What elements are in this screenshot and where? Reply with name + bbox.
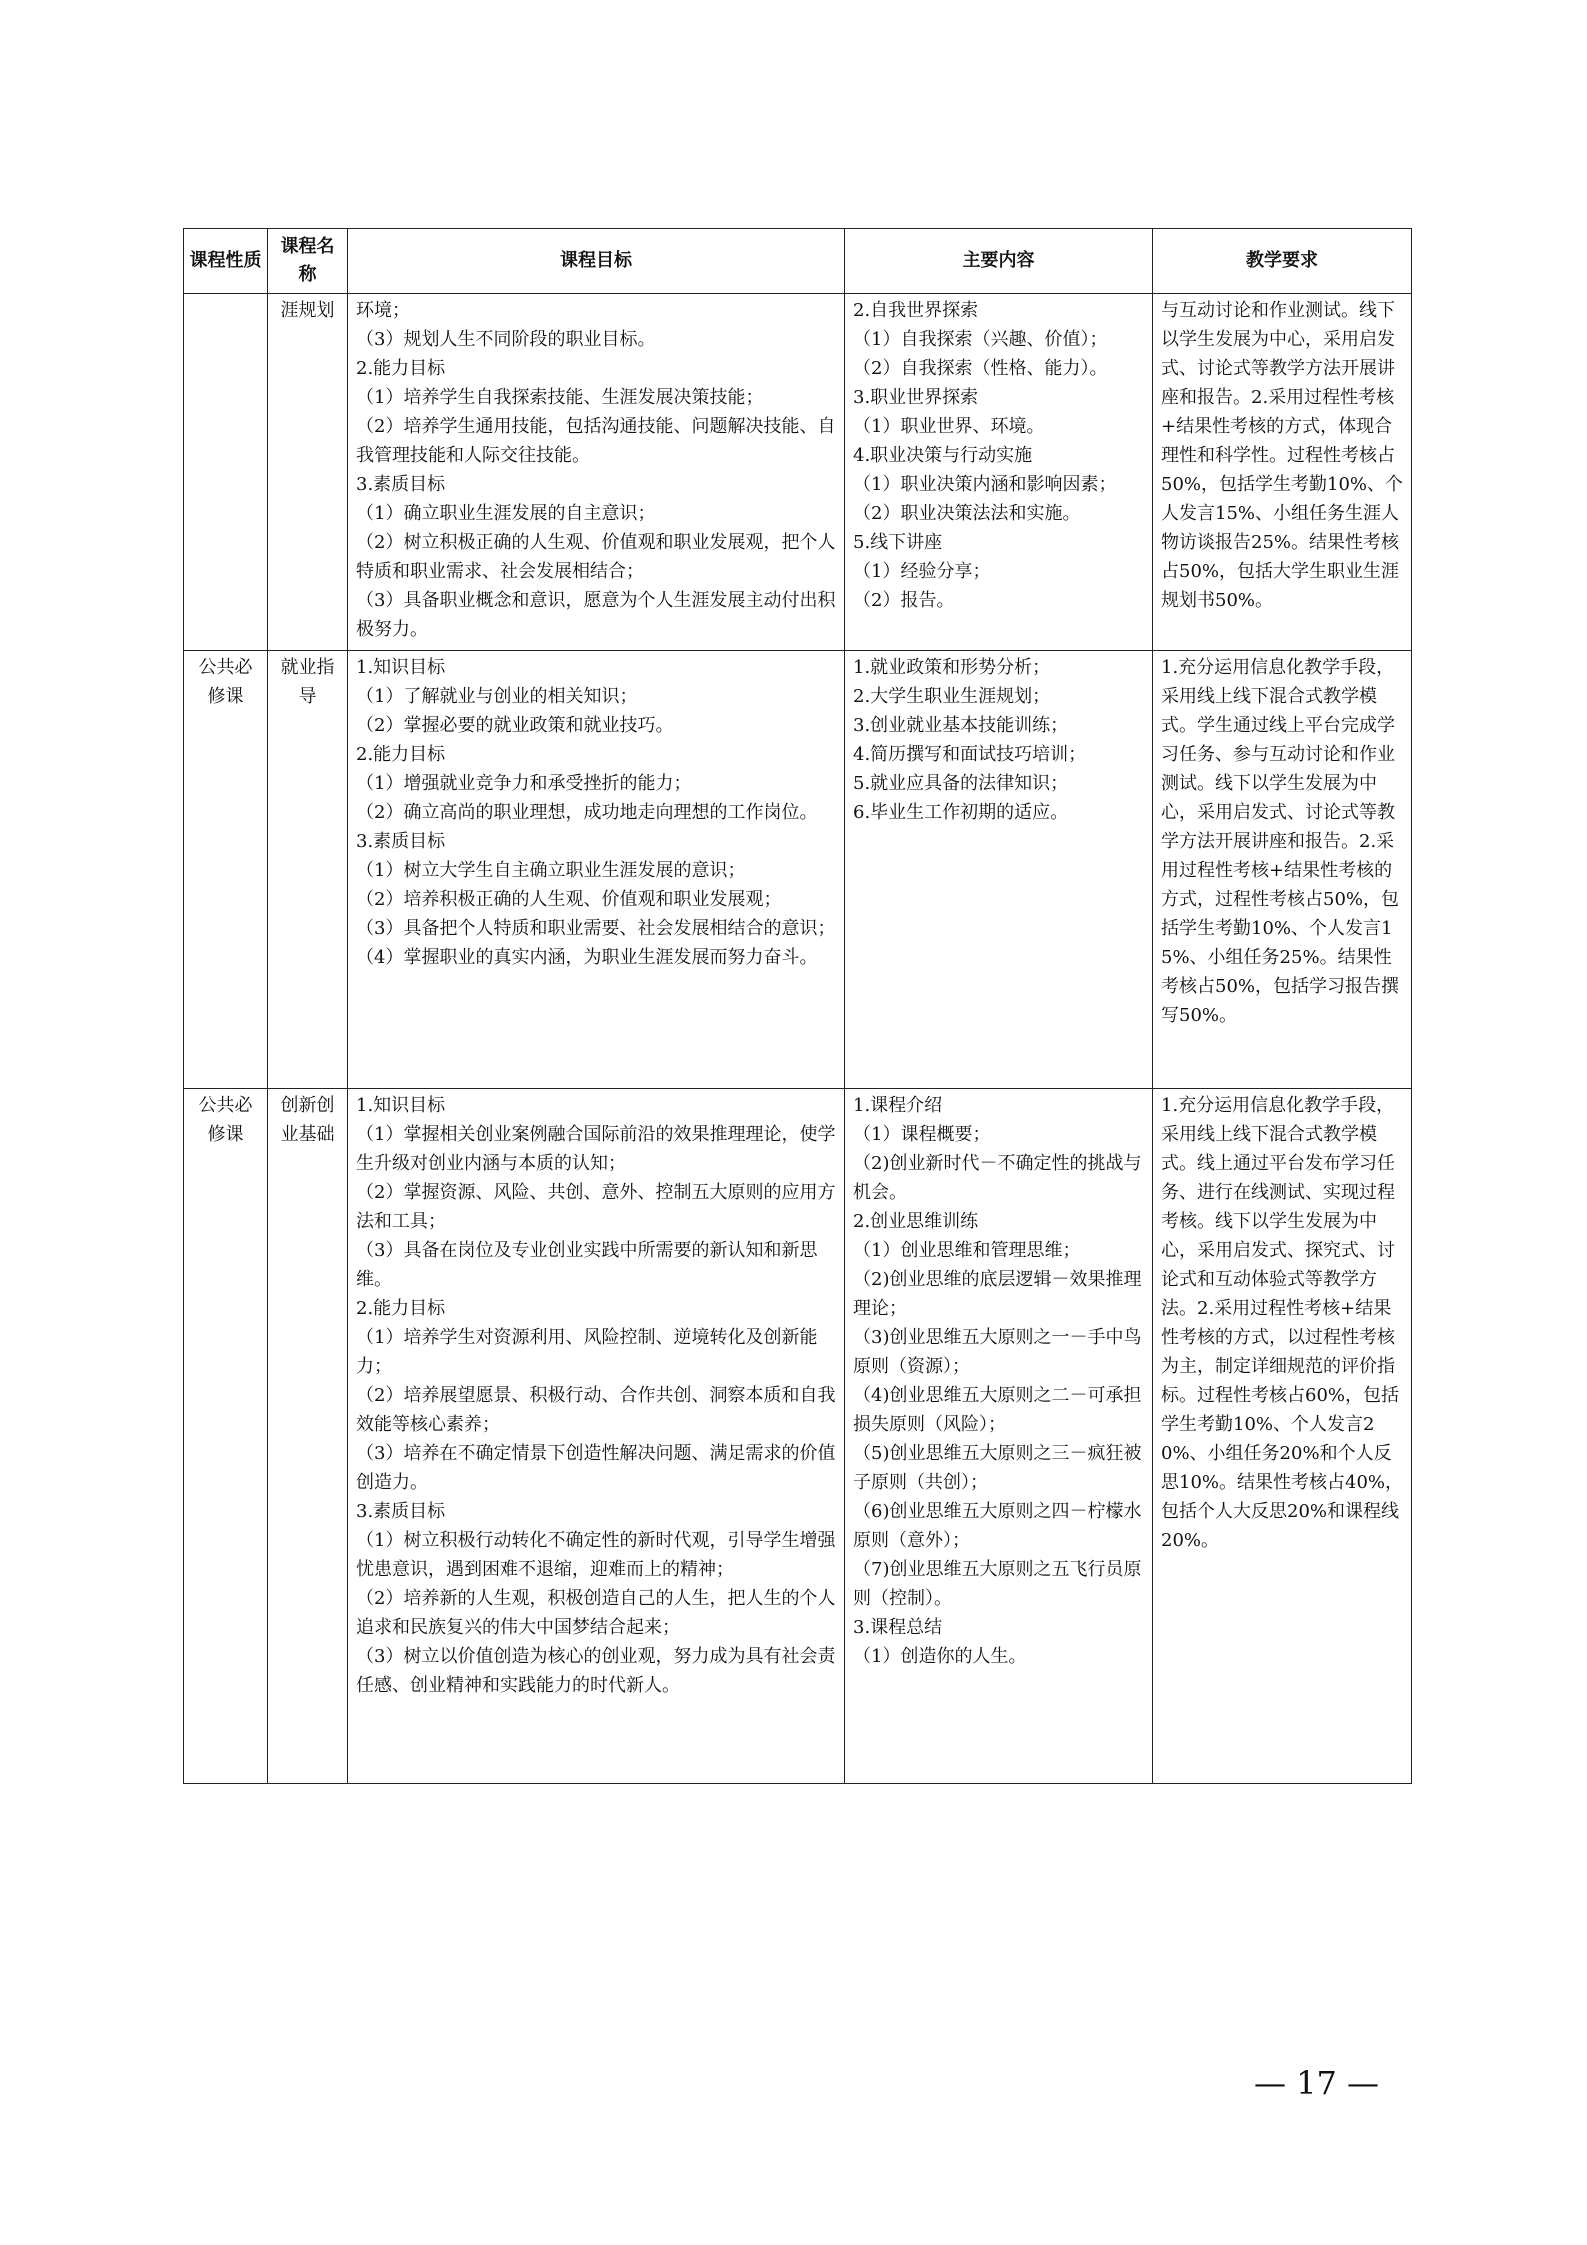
goal-line: （2）培养新的人生观，积极创造自己的人生，把人生的个人追求和民族复兴的伟大中国梦结合起来； [356, 1588, 836, 1638]
content-line: （5)创业思维五大原则之三－疯狂被子原则（共创）； [853, 1443, 1142, 1493]
teaching-requirements-cell: 与互动讨论和作业测试。线下以学生发展为中心，采用启发式、讨论式等教学方法开展讲座和报告。2.采用过程性考核+结果性考核的方式，体现合理性和科学性。过程性考核占50%，包括学生考勤10%、个人发言15%、小组任务生涯人物访谈报告25%。结果性考核占50%，包括大学生职业生涯规划书50%。 [1153, 294, 1412, 651]
goal-line: （2）培养积极正确的人生观、价值观和职业发展观； [356, 889, 782, 910]
course-goals-cell [348, 1089, 845, 1784]
goal-line: （3）具备职业概念和意识，愿意为个人生涯发展主动付出积极努力。 [356, 590, 836, 640]
header-course-nature: 课程性质 [184, 229, 268, 294]
goal-line: （2）培养展望愿景、积极行动、合作共创、洞察本质和自我效能等核心素养； [356, 1385, 836, 1435]
main-content-cell [845, 1089, 1153, 1784]
content-line: （1）课程概要； [853, 1124, 991, 1145]
goal-line: 2.能力目标 [356, 1298, 446, 1319]
header-teaching-requirements: 教学要求 [1153, 229, 1412, 294]
goal-line: （2）培养学生通用技能，包括沟通技能、问题解决技能、自我管理技能和人际交往技能。 [356, 416, 836, 466]
course-goals-cell [348, 294, 845, 651]
goal-line: （2）确立高尚的职业理想，成功地走向理想的工作岗位。 [356, 802, 818, 823]
content-line: （1）经验分享； [853, 561, 991, 582]
header-course-name: 课程名称 [268, 229, 348, 294]
goal-line: （3）具备把个人特质和职业需要、社会发展相结合的意识； [356, 918, 836, 939]
goal-line: （3）树立以价值创造为核心的创业观，努力成为具有社会责任感、创业精神和实践能力的时代新人。 [356, 1646, 836, 1696]
table-row [184, 1089, 1412, 1784]
goal-line: 3.素质目标 [356, 474, 446, 495]
content-line: 2.创业思维训练 [853, 1211, 979, 1232]
content-line: 3.职业世界探索 [853, 387, 979, 408]
goal-line: 3.素质目标 [356, 1501, 446, 1522]
content-line: （4)创业思维五大原则之二－可承担损失原则（风险）； [853, 1385, 1142, 1435]
goal-line: （1）树立大学生自主确立职业生涯发展的意识； [356, 860, 746, 881]
goal-line: 3.素质目标 [356, 831, 446, 852]
content-line: 4.职业决策与行动实施 [853, 445, 1033, 466]
course-nature-cell: 公共必修课 [184, 651, 268, 1089]
content-line: 6.毕业生工作初期的适应。 [853, 802, 1069, 823]
content-line: （3)创业思维五大原则之一－手中鸟原则（资源）； [853, 1327, 1142, 1377]
main-content-cell [845, 651, 1153, 1089]
main-content-cell [845, 294, 1153, 651]
goal-line: （1）培养学生对资源利用、风险控制、逆境转化及创新能力； [356, 1327, 818, 1377]
content-line: （2）报告。 [853, 590, 955, 611]
teaching-requirements-cell: 1.充分运用信息化教学手段，采用线上线下混合式教学模式。线上通过平台发布学习任务、进行在线测试、实现过程考核。线下以学生发展为中心，采用启发式、探究式、讨论式和互动体验式等教学方法。2.采用过程性考核+结果性考核的方式，以过程性考核为主，制定详细规范的评价指标。过程性考核占60%，包括学生考勤10%、个人发言20%、小组任务20%和个人反思10%。结果性考核占40%，包括个人大反思20%和课程线20%。 [1153, 1089, 1412, 1784]
content-line: （1）职业世界、环境。 [853, 416, 1045, 437]
content-line: （2)创业新时代－不确定性的挑战与机会。 [853, 1153, 1142, 1203]
goal-line: （2）树立积极正确的人生观、价值观和职业发展观，把个人特质和职业需求、社会发展相结合； [356, 532, 836, 582]
goal-line: （1）掌握相关创业案例融合国际前沿的效果推理理论，使学生升级对创业内涵与本质的认知； [356, 1124, 836, 1174]
teaching-requirements-cell: 1.充分运用信息化教学手段，采用线上线下混合式教学模式。学生通过线上平台完成学习任务、参与互动讨论和作业测试。线下以学生发展为中心，采用启发式、讨论式等教学方法开展讲座和报告。2.采用过程性考核+结果性考核的方式，过程性考核占50%，包括学生考勤10%、个人发言15%、小组任务25%。结果性考核占50%，包括学习报告撰写50%。 [1153, 651, 1412, 1089]
goal-line: 2.能力目标 [356, 358, 446, 379]
course-table [183, 228, 1412, 1784]
goal-line: （3）规划人生不同阶段的职业目标。 [356, 329, 656, 350]
content-line: （1）创造你的人生。 [853, 1646, 1027, 1667]
content-line: 4.简历撰写和面试技巧培训； [853, 744, 1087, 765]
course-name-cell: 创新创业基础 [268, 1089, 348, 1784]
content-line: 1.就业政策和形势分析； [853, 657, 1051, 678]
table-header-row [184, 229, 1412, 294]
goal-line: （2）掌握必要的就业政策和就业技巧。 [356, 715, 674, 736]
goal-line: （3）具备在岗位及专业创业实践中所需要的新认知和新思维。 [356, 1240, 818, 1290]
content-line: （2）自我探索（性格、能力）。 [853, 358, 1108, 379]
content-line: 2.自我世界探索 [853, 300, 979, 321]
goal-line: 2.能力目标 [356, 744, 446, 765]
content-line: 2.大学生职业生涯规划； [853, 686, 1051, 707]
course-name-cell: 涯规划 [268, 294, 348, 651]
content-line: 1.课程介绍 [853, 1095, 943, 1116]
goal-line: （1）了解就业与创业的相关知识； [356, 686, 638, 707]
content-line: （7)创业思维五大原则之五飞行员原则（控制）。 [853, 1559, 1142, 1609]
header-main-content: 主要内容 [845, 229, 1153, 294]
content-line: （2）职业决策法法和实施。 [853, 503, 1081, 524]
content-line: （2)创业思维的底层逻辑－效果推理理论； [853, 1269, 1142, 1319]
content-line: （1）职业决策内涵和影响因素； [853, 474, 1117, 495]
goal-line: （1）培养学生自我探索技能、生涯发展决策技能； [356, 387, 764, 408]
course-nature-cell: 公共必修课 [184, 1089, 268, 1784]
goal-line: （1）增强就业竞争力和承受挫折的能力； [356, 773, 692, 794]
course-nature-cell [184, 294, 268, 651]
content-line: 5.就业应具备的法律知识； [853, 773, 1069, 794]
content-line: （6)创业思维五大原则之四－柠檬水原则（意外）； [853, 1501, 1142, 1551]
goal-line: （3）培养在不确定情景下创造性解决问题、满足需求的价值创造力。 [356, 1443, 836, 1493]
table-row [184, 294, 1412, 651]
course-name-cell: 就业指导 [268, 651, 348, 1089]
goal-line: （1）树立积极行动转化不确定性的新时代观，引导学生增强忧患意识，遇到困难不退缩，迎难而上的精神； [356, 1530, 836, 1580]
goal-line: 1.知识目标 [356, 1095, 446, 1116]
goal-line: 1.知识目标 [356, 657, 446, 678]
content-line: （1）创业思维和管理思维； [853, 1240, 1081, 1261]
content-line: 3.课程总结 [853, 1617, 943, 1638]
goal-line: （1）确立职业生涯发展的自主意识； [356, 503, 656, 524]
header-course-goals: 课程目标 [348, 229, 845, 294]
content-line: 5.线下讲座 [853, 532, 943, 553]
goal-line: （4）掌握职业的真实内涵，为职业生涯发展而努力奋斗。 [356, 947, 818, 968]
content-line: 3.创业就业基本技能训练； [853, 715, 1069, 736]
page-number: — 17 — [1253, 2064, 1379, 2102]
table-row [184, 651, 1412, 1089]
goal-line: （2）掌握资源、风险、共创、意外、控制五大原则的应用方法和工具； [356, 1182, 836, 1232]
goal-line: 环境； [356, 300, 410, 321]
course-goals-cell [348, 651, 845, 1089]
content-line: （1）自我探索（兴趣、价值）； [853, 329, 1108, 350]
